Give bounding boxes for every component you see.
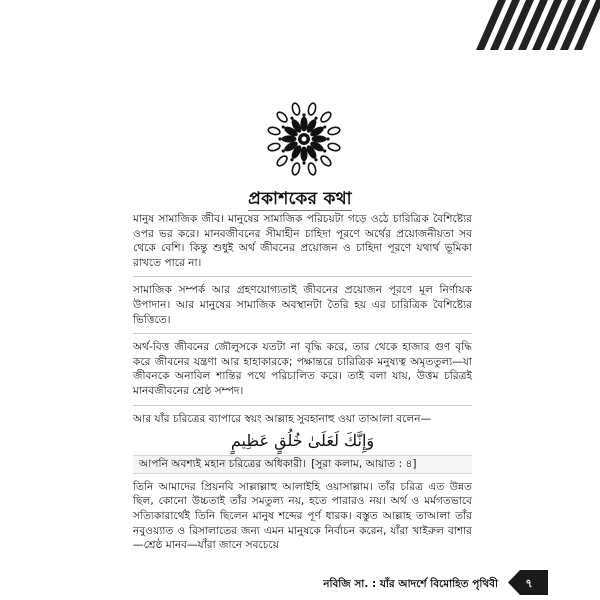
- arabic-verse: وَإِنَّكَ لَعَلَىٰ خُلُقٍ عَظِيمٍ: [230, 431, 375, 451]
- running-footer: নবিজি সা. : যাঁর আদর্শে বিমোহিত পৃথিবী: [323, 578, 498, 590]
- verse-reference: [সুরা কলাম, আয়াত : ৪]: [311, 458, 417, 471]
- paragraph-3: অর্থ-বিত্ত জীবনের জৌলুসকে যতটা না বৃদ্ধি করে, তার থেকে হাজার গুণ বৃদ্ধি করে জীবনের যন্ত্রণা আর হাহাকারকে; পক্ষান্তরে চারিত্রিক মনুষ্যত্ব অমৃততুল্য—যা জীবনকে অনাবিল শান্তির পথে পরিচালিত করে। তাই বলা যায়, উত্তম চরিত্রই মানবজীবনের শ্রেষ্ঠ সম্পদ।: [133, 341, 472, 397]
- page-title: প্রকাশকের কথা: [248, 189, 352, 209]
- paragraph-divider: [133, 405, 472, 406]
- paragraph-2: সামাজিক সম্পর্ক আর গ্রহণযোগ্যতাই জীবনের প্রয়োজন পূরণে মূল নির্ণায়ক উপাদান। আর মানুষের সামাজিক অবস্থানটা তৈরি হয় এর চারিত্রিক বৈশিষ্ট্যের ভিত্তিতে।: [133, 284, 472, 326]
- paragraph-divider: [133, 333, 472, 334]
- paragraph-divider: [133, 276, 472, 277]
- verse-intro: আর যাঁর চরিত্রের ব্যাপারে স্বয়ং আল্লাহ সুবহানাহু ওয়া তাআলা বলেন—: [133, 412, 432, 425]
- page-number: ৭: [525, 577, 533, 590]
- verse-translation: আপনি অবশ্যই মহান চরিত্রের অধিকারী।: [139, 458, 306, 471]
- corner-stripes-decoration: [470, 0, 600, 50]
- paragraph-1: মানুষ সামাজিক জীব। মানুষের সামাজিক পরিচয়টা গড়ে ওঠে চারিত্রিক বৈশিষ্ট্যের ওপর ভর করে। মানবজীবনের সীমাহীন চাহিদা পূরণে অর্থের প্রয়োজনীয়তা সব থেকে বেশি। কিন্তু শুধুই অর্থ জীবনের প্রয়োজন ও চাহিদা পূরণে যথার্থ ভূমিকা রাখতে পারে না।: [133, 213, 472, 269]
- title-underline: [248, 210, 352, 211]
- page-number-badge: [508, 570, 548, 595]
- floral-ornament-icon: [260, 95, 348, 183]
- verse-translation-box: [133, 455, 472, 474]
- closing-paragraph: তিনি আমাদের প্রিয়নবি সাল্লাল্লাহু আলাইহি ওয়াসাল্লাম। তাঁর চরিত্র এত উন্নত ছিল, কোনো উচ্চতাই তাঁর সমতুল্য নয়, হতে পারারও নয়। অর্থ ও মর্মগতভাবে সত্যিকারার্থেই তিনি ছিলেন মানুষ শব্দের পূর্ণ ধারক। বস্তুত আল্লাহ তাআলা তাঁর নবুওয়্যাত ও রিসালাতের জন্য এমন মানুষকে নির্বাচন করেন, যাঁরা খাইরুল বাশার—শ্রেষ্ঠ মানব—যাঁরা জানে সবচেয়ে: [133, 480, 472, 552]
- body-text: [133, 212, 472, 559]
